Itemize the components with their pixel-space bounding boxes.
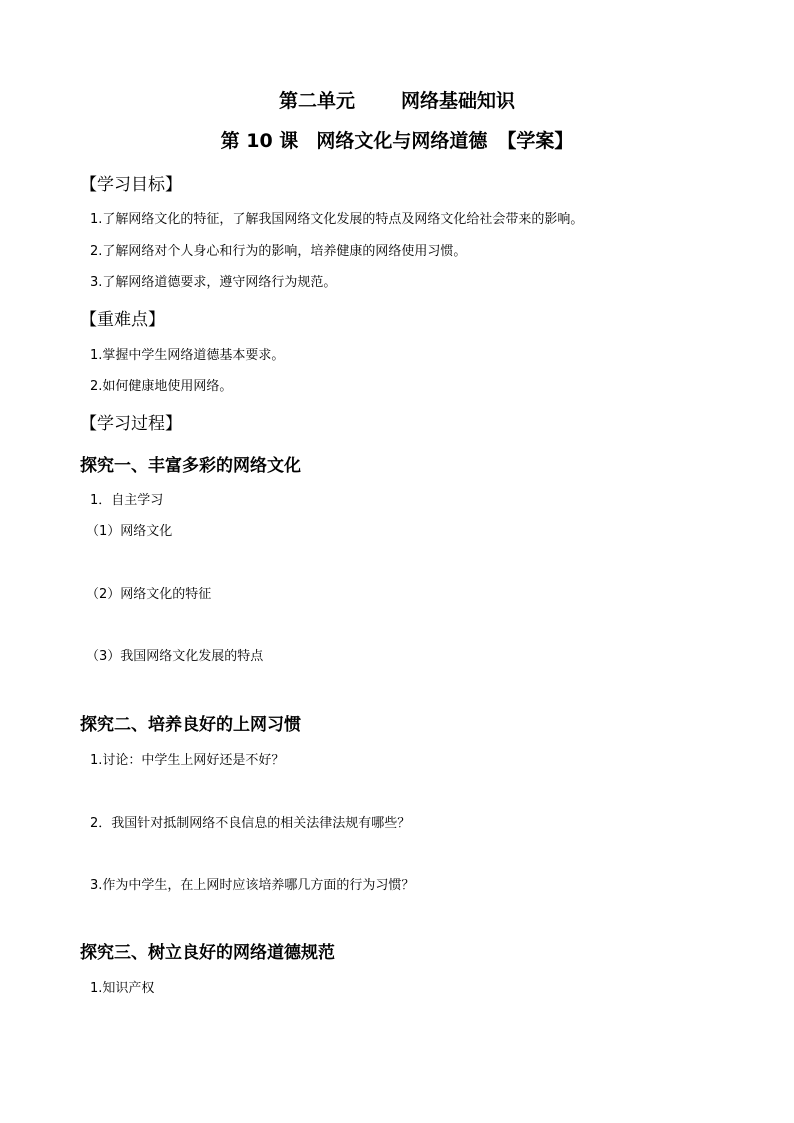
unit-name: 网络基础知识 xyxy=(401,90,516,112)
lesson-tag: 【学案】 xyxy=(497,130,574,152)
unit-title xyxy=(0,86,794,113)
objective-item: 3.了解网络道德要求，遵守网络行为规范。 xyxy=(90,275,337,290)
lesson-label: 第 10 课 xyxy=(220,130,299,152)
objective-item: 2.了解网络对个人身心和行为的影响，培养健康的网络使用习惯。 xyxy=(90,244,467,259)
inquiry2-item: 2．我国针对抵制网络不良信息的相关法律法规有哪些？ xyxy=(90,816,411,831)
unit-label: 第二单元 xyxy=(278,90,355,112)
inquiry1-heading: 探究一、丰富多彩的网络文化 xyxy=(80,456,301,476)
inquiry1-item: （3）我国网络文化发展的特点 xyxy=(86,649,264,664)
inquiry2-item: 1.讨论：中学生上网好还是不好？ xyxy=(90,753,285,768)
key-point-item: 1.掌握中学生网络道德基本要求。 xyxy=(90,348,285,363)
process-heading: 【学习过程】 xyxy=(80,414,182,434)
key-points-heading: 【重难点】 xyxy=(80,310,165,330)
objective-item: 1.了解网络文化的特征，了解我国网络文化发展的特点及网络文化给社会带来的影响。 xyxy=(90,212,584,227)
inquiry1-item: （1）网络文化 xyxy=(86,524,173,539)
inquiry3-item: 1.知识产权 xyxy=(90,981,155,996)
key-point-item: 2.如何健康地使用网络。 xyxy=(90,379,233,394)
objectives-heading: 【学习目标】 xyxy=(80,175,182,195)
inquiry1-item: 1．自主学习 xyxy=(90,493,164,508)
inquiry2-heading: 探究二、培养良好的上网习惯 xyxy=(80,715,301,735)
inquiry2-item: 3.作为中学生，在上网时应该培养哪几方面的行为习惯？ xyxy=(90,878,415,893)
inquiry3-heading: 探究三、树立良好的网络道德规范 xyxy=(80,943,335,963)
lesson-title xyxy=(0,126,794,153)
lesson-name: 网络文化与网络道德 xyxy=(316,130,488,152)
inquiry1-item: （2）网络文化的特征 xyxy=(86,587,212,602)
